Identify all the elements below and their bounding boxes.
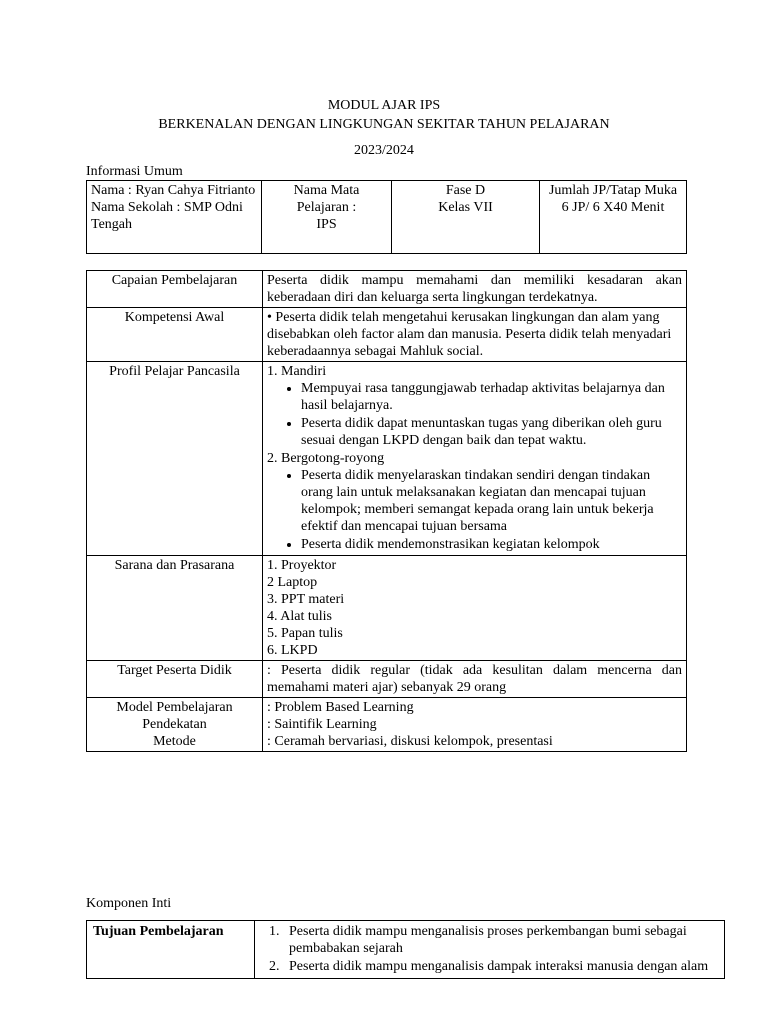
profil-group-list [267,467,682,553]
approach-label: Pendekatan [142,717,207,732]
target-label: Target Peserta Didik [87,661,263,698]
informasi-umum-label: Informasi Umum [86,164,183,179]
list-item: 6. LKPD [267,643,318,658]
tujuan-content [255,921,725,979]
list-item: 2. Peserta didik mampu menganalisis dampak interaksi manusia dengan alam [283,958,718,975]
list-item: • Peserta didik dapat menuntaskan tugas yang diberikan oleh guru sesuai dengan LKPD dengan baik dan tepat waktu. [301,415,682,449]
list-item: 4. Alat tulis [267,609,332,624]
hours-label: Jumlah JP/Tatap Muka [548,183,678,198]
module-subtitle: BERKENALAN DENGAN LINGKUNGAN SEKITAR TAHUN PELAJARAN [158,117,610,132]
model-label: Model Pembelajaran [116,700,233,715]
school-name: Nama Sekolah : SMP Odni Tengah [91,200,243,232]
list-item: 1. Peserta didik mampu menganalisis proses perkembangan bumi sebagai pembabakan sejarah [283,923,718,957]
tujuan-list [261,923,718,975]
profil-label: Profil Pelajar Pancasila [87,362,263,556]
profil-group-list [267,380,682,449]
hours-cell [540,181,687,254]
list-item: • Peserta didik menyelaraskan tindakan sendiri dengan tindakan orang lain untuk melaksanakan kegiatan dan mencapai tujuan kelompok; memberi semangat kepada orang lain untuk bekerja efektif dan mencapai tujuan bersama [301,467,682,535]
approach-value: : Saintifik Learning [267,717,377,732]
model-value: : Problem Based Learning [267,700,414,715]
capaian-text: Peserta didik mampu memahami dan memiliki kesadaran akan keberadaan diri dan keluarga serta lingkungan terdekatnya. [263,271,687,308]
komponen-inti-label: Komponen Inti [86,896,172,911]
target-text: : Peserta didik regular (tidak ada kesulitan dalam mencerna dan memahami materi ajar) sebanyak 29 orang [263,661,687,698]
phase: Fase D [445,183,486,198]
sarana-list [263,556,687,661]
method-value: : Ceramah bervariasi, diskusi kelompok, presentasi [267,734,553,749]
module-title: MODUL AJAR IPS [327,98,441,113]
profil-group-title: 2. Bergotong-royong [267,451,385,466]
method-label: Metode [153,734,196,749]
subject-label: Nama Mata Pelajaran : [293,183,360,215]
phase-cell [392,181,540,254]
profil-group-title: 1. Mandiri [267,364,327,379]
academic-year: 2023/2024 [354,143,414,158]
teacher-name: Nama : Ryan Cahya Fitrianto [91,183,256,198]
sarana-label: Sarana dan Prasarana [87,556,263,661]
list-item: 2 Laptop [267,575,318,590]
list-item: • Peserta didik mendemonstrasikan kegiatan kelompok [301,536,682,553]
kompetensi-label: Kompetensi Awal [87,308,263,362]
module-details-table [86,270,687,752]
hours-value: 6 JP/ 6 X40 Menit [561,200,665,215]
teacher-school-cell [87,181,262,254]
model-values [263,698,687,752]
capaian-label: Capaian Pembelajaran [87,271,263,308]
list-item: 5. Papan tulis [267,626,343,641]
subject-cell [262,181,392,254]
subject-value: IPS [316,217,337,232]
tujuan-label: Tujuan Pembelajaran [87,921,255,979]
kompetensi-text: • Peserta didik telah mengetahui kerusakan lingkungan dan alam yang disebabkan oleh factor alam dan manusia. Peserta didik telah menyadari keberadaannya sebagai Mahluk social. [263,308,687,362]
list-item: • Mempuyai rasa tanggungjawab terhadap aktivitas belajarnya dan hasil belajarnya. [301,380,682,414]
core-component-table [86,920,725,979]
list-item: 3. PPT materi [267,592,345,607]
profil-content [263,362,687,556]
general-info-table [86,180,687,254]
class-level: Kelas VII [438,200,493,215]
model-labels [87,698,263,752]
list-item: 1. Proyektor [267,558,337,573]
